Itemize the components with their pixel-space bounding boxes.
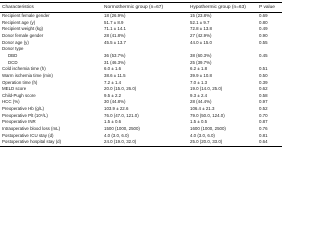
row-p-value: 0.52 <box>259 106 268 112</box>
table-row <box>0 53 282 59</box>
row-p-value: 0.76 <box>259 126 268 132</box>
table-row <box>0 20 282 26</box>
row-hypothermic-value: 72.8 ± 13.8 <box>190 26 212 32</box>
table-row <box>0 80 282 86</box>
row-hypothermic-value: 9.3 ± 2.4 <box>190 92 208 98</box>
table-row <box>0 126 282 132</box>
table-row <box>0 26 282 32</box>
row-label: Preoperative Plt (10⁹/L) <box>2 112 48 118</box>
row-hypothermic-value: 1.5 ± 0.5 <box>190 119 208 125</box>
row-p-value: 0.51 <box>259 66 268 72</box>
row-hypothermic-value: 44.0 ± 15.0 <box>190 39 212 45</box>
row-label: Operation time (h) <box>2 79 38 85</box>
row-label: DBD <box>8 52 18 58</box>
row-normothermic-value: 6.0 ± 1.6 <box>104 66 122 72</box>
table-row <box>0 60 282 66</box>
row-hypothermic-value: 6.2 ± 1.8 <box>190 66 208 72</box>
table-row <box>0 99 282 105</box>
row-p-value: 0.58 <box>259 92 268 98</box>
row-label: Donor type <box>2 46 24 52</box>
row-normothermic-value: 9.5 ± 2.2 <box>104 92 122 98</box>
row-hypothermic-value: 15 (23.8%) <box>190 13 212 18</box>
row-p-value: 0.80 <box>259 19 268 25</box>
row-p-value: 0.55 <box>259 39 268 45</box>
row-normothermic-value: 31 (46.3%) <box>104 59 126 65</box>
row-label: MELD score <box>2 86 27 92</box>
row-normothermic-value: 51.7 ± 8.9 <box>104 19 124 25</box>
row-label: HCC (%) <box>2 99 20 105</box>
row-normothermic-value: 20.0 (15.0, 26.0) <box>104 86 137 92</box>
row-normothermic-value: 38.6 ± 11.5 <box>104 72 126 78</box>
header-group-hypothermic: Hypothermic group (n=63) <box>190 5 246 10</box>
row-normothermic-value: 45.5 ± 13.7 <box>104 39 126 45</box>
table-row <box>0 119 282 125</box>
row-label: Warm ischemia time (min) <box>2 72 53 78</box>
row-hypothermic-value: 4.0 (3.0, 6.0) <box>190 132 215 138</box>
table-row <box>0 13 282 19</box>
row-hypothermic-value: 79.0 (50.0, 124.0) <box>190 112 225 118</box>
row-p-value: 0.81 <box>259 132 268 138</box>
row-p-value: 0.64 <box>259 139 268 145</box>
row-hypothermic-value: 38 (60.3%) <box>190 52 212 58</box>
row-p-value: 0.70 <box>259 112 268 118</box>
row-label: Intraoperative blood loss (mL) <box>2 126 61 132</box>
row-label: Preoperative Hb (g/L) <box>2 106 44 112</box>
row-label: Postoperative hospital stay (d) <box>2 139 62 145</box>
row-normothermic-value: 4.0 (3.0, 6.0) <box>104 132 129 138</box>
row-normothermic-value: 36 (53.7%) <box>104 52 126 58</box>
table-row <box>0 86 282 92</box>
table-header-row <box>0 4 282 11</box>
row-normothermic-value: 28 (41.8%) <box>104 32 126 38</box>
row-label: Cold ischemia time (h) <box>2 66 46 72</box>
row-label: Recipient female gender <box>2 13 50 18</box>
table-row <box>0 139 282 145</box>
row-normothermic-value: 1500 (1000, 2500) <box>104 126 140 132</box>
table-row <box>0 106 282 112</box>
table-row <box>0 93 282 99</box>
row-label: Recipient age (y) <box>2 19 36 25</box>
row-p-value: 0.97 <box>259 99 268 105</box>
row-label: Preoperative INR <box>2 119 36 125</box>
row-label: DCD <box>8 59 18 65</box>
row-p-value: 0.90 <box>259 32 268 38</box>
row-p-value: 0.69 <box>259 13 268 18</box>
row-normothermic-value: 103.9 ± 22.6 <box>104 106 129 112</box>
row-p-value: 0.62 <box>259 86 268 92</box>
table-row <box>0 73 282 79</box>
table-row <box>0 40 282 46</box>
row-p-value: 0.45 <box>259 52 268 58</box>
row-normothermic-value: 7.2 ± 1.4 <box>104 79 122 85</box>
row-normothermic-value: 71.1 ± 14.1 <box>104 26 126 32</box>
row-p-value: 0.50 <box>259 72 268 78</box>
row-normothermic-value: 24.0 (19.0, 32.0) <box>104 139 137 145</box>
row-normothermic-value: 18 (26.9%) <box>104 13 126 18</box>
row-hypothermic-value: 106.4 ± 21.3 <box>190 106 215 112</box>
row-label: Donor female gender <box>2 32 44 38</box>
row-p-value: 0.39 <box>259 79 268 85</box>
row-hypothermic-value: 39.9 ± 10.8 <box>190 72 212 78</box>
row-p-value: 0.49 <box>259 26 268 32</box>
row-hypothermic-value: 25 (39.7%) <box>190 59 212 65</box>
table-row <box>0 46 282 52</box>
row-label: Recipient weight (kg) <box>2 26 43 32</box>
row-hypothermic-value: 25.0 (20.0, 33.0) <box>190 139 223 145</box>
header-p-value: P value <box>259 5 275 10</box>
row-hypothermic-value: 27 (42.9%) <box>190 32 212 38</box>
row-label: Donor age (y) <box>2 39 29 45</box>
table-row <box>0 113 282 119</box>
row-normothermic-value: 30 (44.8%) <box>104 99 126 105</box>
row-label: Child-Pugh score <box>2 92 36 98</box>
row-hypothermic-value: 52.1 ± 9.7 <box>190 19 210 25</box>
table-row <box>0 133 282 139</box>
header-characteristics: Characteristics <box>2 5 34 10</box>
table-bottom-rule <box>0 146 282 147</box>
row-hypothermic-value: 7.0 ± 1.3 <box>190 79 208 85</box>
header-group-normothermic: Normothermic group (n=67) <box>104 5 164 10</box>
row-hypothermic-value: 19.0 (14.0, 25.0) <box>190 86 223 92</box>
row-normothermic-value: 1.5 ± 0.6 <box>104 119 122 125</box>
row-p-value: 0.87 <box>259 119 268 125</box>
row-hypothermic-value: 28 (44.4%) <box>190 99 212 105</box>
row-label: Postoperative ICU stay (d) <box>2 132 54 138</box>
row-normothermic-value: 76.0 (47.0, 121.0) <box>104 112 139 118</box>
table-row <box>0 33 282 39</box>
table-top-rule <box>0 2 282 3</box>
row-hypothermic-value: 1600 (1000, 2500) <box>190 126 226 132</box>
table-row <box>0 66 282 72</box>
